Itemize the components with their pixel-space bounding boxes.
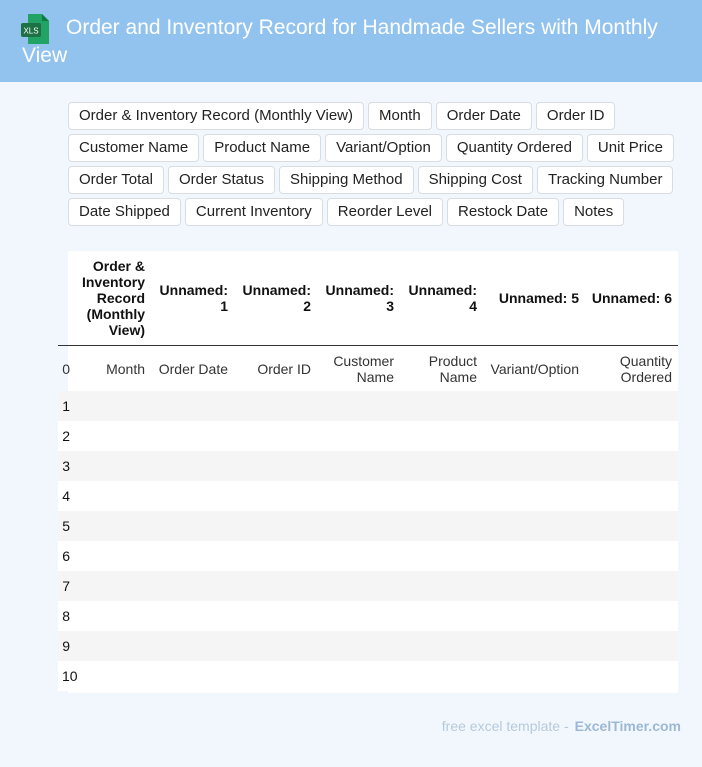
column-tag[interactable]: Current Inventory xyxy=(185,198,323,226)
column-tag[interactable]: Unit Price xyxy=(587,134,674,162)
table-cell xyxy=(400,601,483,631)
table-cell xyxy=(400,571,483,601)
column-tag[interactable]: Month xyxy=(368,102,432,130)
table-row xyxy=(58,511,678,541)
table-cell xyxy=(151,391,234,421)
table-cell xyxy=(72,631,151,661)
svg-text:XLS: XLS xyxy=(23,26,39,36)
table-cell xyxy=(483,661,585,691)
table-row xyxy=(58,451,678,481)
table-cell xyxy=(400,451,483,481)
table-cell xyxy=(483,481,585,511)
table-cell xyxy=(151,511,234,541)
column-tag[interactable]: Order Date xyxy=(436,102,532,130)
table-row xyxy=(58,481,678,511)
column-tag-list xyxy=(68,102,678,226)
column-tag[interactable]: Variant/Option xyxy=(325,134,442,162)
table-cell xyxy=(400,631,483,661)
row-index-cell: 10 xyxy=(62,668,78,684)
table-cell xyxy=(72,571,151,601)
column-tag[interactable]: Date Shipped xyxy=(68,198,181,226)
page-title: Order and Inventory Record for Handmade Sellers with Monthly View xyxy=(22,16,658,67)
table-cell xyxy=(483,511,585,541)
table-cell xyxy=(151,451,234,481)
table-cell xyxy=(234,391,317,421)
row-index-cell: 6 xyxy=(62,548,70,564)
table-header-cell: Unnamed: 6 xyxy=(585,251,678,346)
table-header-cell xyxy=(58,251,72,346)
table-cell xyxy=(72,541,151,571)
table-cell xyxy=(483,451,585,481)
column-tag[interactable]: Order Total xyxy=(68,166,164,194)
column-tag[interactable]: Tracking Number xyxy=(537,166,673,194)
column-tag[interactable]: Customer Name xyxy=(68,134,199,162)
table-cell xyxy=(317,631,400,661)
table-header-cell: Order & Inventory Record (Monthly View) xyxy=(72,251,151,346)
table-cell xyxy=(72,421,151,451)
row-index-cell: 7 xyxy=(62,578,70,594)
column-tag[interactable]: Product Name xyxy=(203,134,321,162)
table-cell xyxy=(234,511,317,541)
table-cell xyxy=(585,421,678,451)
table-cell xyxy=(317,481,400,511)
table-cell xyxy=(234,541,317,571)
table-cell xyxy=(483,601,585,631)
table-cell xyxy=(72,601,151,631)
table-cell xyxy=(585,601,678,631)
table-header-cell: Unnamed: 3 xyxy=(317,251,400,346)
row-index-cell: 1 xyxy=(62,398,70,414)
table-header-cell: Unnamed: 1 xyxy=(151,251,234,346)
table-subheader-cell: Customer Name xyxy=(333,352,394,385)
table-cell xyxy=(72,511,151,541)
table-cell xyxy=(234,601,317,631)
column-tag[interactable]: Shipping Method xyxy=(279,166,414,194)
table-cell xyxy=(483,391,585,421)
table-cell xyxy=(72,481,151,511)
table-cell xyxy=(585,511,678,541)
table-cell xyxy=(483,541,585,571)
footer-credit xyxy=(0,718,681,734)
table-cell xyxy=(585,391,678,421)
table-row xyxy=(58,631,678,661)
table-cell xyxy=(72,391,151,421)
row-index-cell: 5 xyxy=(62,518,70,534)
table-subheader-cell: Order ID xyxy=(257,360,311,377)
table-cell xyxy=(585,631,678,661)
table-cell xyxy=(585,541,678,571)
table-subheader-cell: Month xyxy=(106,360,145,377)
table-cell xyxy=(317,541,400,571)
table-cell xyxy=(234,631,317,661)
table-cell xyxy=(400,661,483,691)
table-cell xyxy=(400,541,483,571)
table-row xyxy=(58,661,678,691)
table-cell xyxy=(151,421,234,451)
table-cell xyxy=(151,571,234,601)
table-cell xyxy=(400,391,483,421)
column-tag[interactable]: Order ID xyxy=(536,102,616,130)
table-cell xyxy=(483,421,585,451)
column-tag[interactable]: Shipping Cost xyxy=(418,166,533,194)
row-index-cell: 8 xyxy=(62,608,70,624)
table-cell xyxy=(585,481,678,511)
table-cell xyxy=(151,601,234,631)
table-subheader-row xyxy=(58,346,678,392)
table-cell xyxy=(151,481,234,511)
table-subheader-cell: Variant/Option xyxy=(490,360,579,377)
table-cell xyxy=(151,661,234,691)
footer-text: free excel template - xyxy=(441,718,569,734)
table-cell xyxy=(585,661,678,691)
table-cell xyxy=(400,421,483,451)
table-subheader-cell: Quantity Ordered xyxy=(619,352,672,385)
table-cell xyxy=(585,451,678,481)
table-subheader-cell: 0 xyxy=(62,360,70,377)
column-tag[interactable]: Notes xyxy=(563,198,624,226)
row-index-cell: 4 xyxy=(62,488,70,504)
table-cell xyxy=(317,511,400,541)
row-index-cell: 9 xyxy=(62,638,70,654)
table-header-cell: Unnamed: 2 xyxy=(234,251,317,346)
table-cell xyxy=(317,391,400,421)
column-tag[interactable]: Restock Date xyxy=(447,198,559,226)
table-cell xyxy=(483,571,585,601)
table-row xyxy=(58,391,678,421)
table-cell xyxy=(234,661,317,691)
table-cell xyxy=(234,481,317,511)
table-cell xyxy=(317,571,400,601)
table-header-cell: Unnamed: 4 xyxy=(400,251,483,346)
column-tag[interactable]: Quantity Ordered xyxy=(446,134,583,162)
footer-brand-link[interactable]: ExcelTimer.com xyxy=(574,718,681,734)
table-cell xyxy=(400,511,483,541)
table-row xyxy=(58,421,678,451)
table-cell xyxy=(72,451,151,481)
table-cell xyxy=(234,571,317,601)
table-cell xyxy=(234,451,317,481)
column-tag[interactable]: Reorder Level xyxy=(327,198,443,226)
row-index-cell: 2 xyxy=(62,428,70,444)
table-cell xyxy=(317,601,400,631)
table-cell xyxy=(317,661,400,691)
table-subheader-cell: Order Date xyxy=(158,360,228,377)
data-table xyxy=(58,251,678,691)
row-index-cell: 3 xyxy=(62,458,70,474)
table-cell xyxy=(585,571,678,601)
table-header-row xyxy=(58,251,678,346)
column-tag[interactable]: Order Status xyxy=(168,166,275,194)
table-row xyxy=(58,541,678,571)
table-cell xyxy=(317,451,400,481)
table-row xyxy=(58,571,678,601)
table-cell xyxy=(151,541,234,571)
table-row xyxy=(58,601,678,631)
header-banner xyxy=(0,0,702,82)
table-cell xyxy=(234,421,317,451)
table-cell xyxy=(483,631,585,661)
table-cell xyxy=(151,631,234,661)
data-table-container xyxy=(62,251,678,693)
column-tag[interactable]: Order & Inventory Record (Monthly View) xyxy=(68,102,364,130)
table-header-cell: Unnamed: 5 xyxy=(483,251,585,346)
table-cell xyxy=(72,661,151,691)
table-subheader-cell: Product Name xyxy=(428,352,477,385)
table-cell xyxy=(400,481,483,511)
table-cell xyxy=(317,421,400,451)
